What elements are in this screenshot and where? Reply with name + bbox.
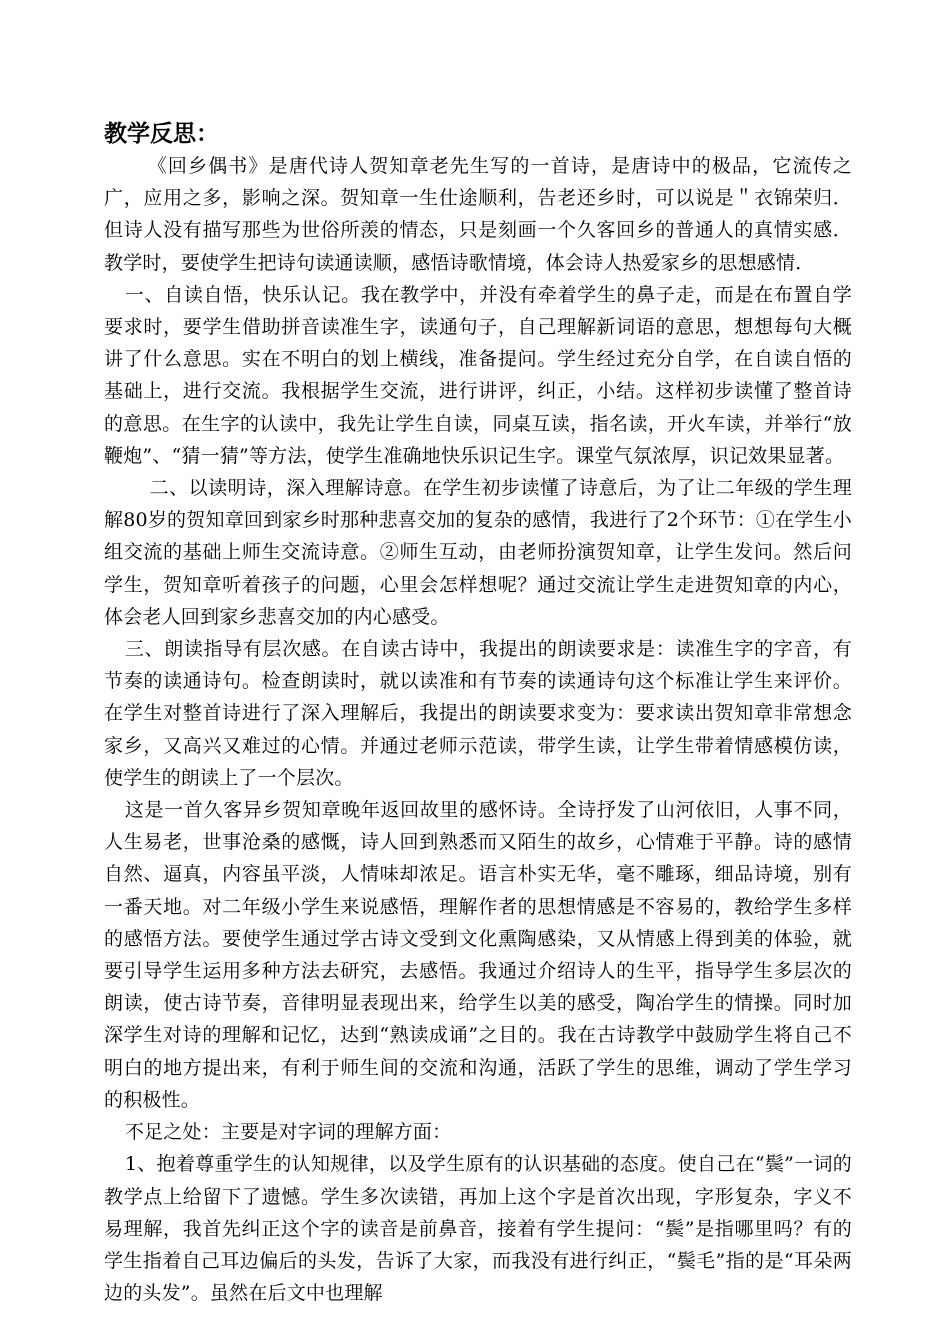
paragraph-shortcoming-1: 1、抱着尊重学生的认知规律，以及学生原有的认识基础的态度。使自己在“鬓”一词的教学点上给留下了遗憾。学生多次读错，再加上这个字是首次出现，字形复杂，字义不易理解，我首先纠正这个字的读音是前鼻音，接着有学生提问：“鬓”是指哪里吗？有的学生指着自己耳边偏后的头发，告诉了大家，而我没有进行纠正，“鬓毛”指的是“耳朵两边的头发”。虽然在后文中也理解 [104, 1153, 852, 1305]
paragraph-shortcomings: 不足之处：主要是对字词的理解方面： [124, 1121, 452, 1144]
paragraph-section-3: 三、朗读指导有层次感。在自读古诗中，我提出的朗读要求是：读准生字的字音，有节奏的读通诗句。检查朗读时，就以读准和有节奏的读通诗句这个标准让学生来评价。在学生对整首诗进行了深入理解后，我提出的朗读要求变为：要求读出贺知章非常想念家乡，又高兴又难过的心情。并通过老师示范读，带学生读，让学生带着情感模仿读，使学生的朗读上了一个层次。 [104, 638, 852, 789]
paragraph-section-1: 一、自读自悟，快乐认记。我在教学中，并没有牵着学生的鼻子走，而是在布置自学要求时，要学生借助拼音读准生字，读通句子，自己理解新词语的意思，想想每句大概讲了什么意思。实在不明白的划上横线，准备提问。学生经过充分自学，在自读自悟的基础上，进行交流。我根据学生交流，进行讲评，纠正，小结。这样初步读懂了整首诗的意思。在生字的认读中，我先让学生自读，同桌互读，指名读，开火车读，并举行“放鞭炮”、“猜一猜”等方法，使学生准确地快乐识记生字。课堂气氛浓厚，识记效果显著。 [104, 283, 852, 467]
document-body [104, 118, 852, 1309]
document-title: 教学反思： [104, 121, 219, 147]
paragraph-summary: 这是一首久客异乡贺知章晚年返回故里的感怀诗。全诗抒发了山河依旧，人事不同，人生易老，世事沧桑的感慨，诗人回到熟悉而又陌生的故乡，心情难于平静。诗的感情自然、逼真，内容虽平淡，人情味却浓足。语言朴实无华，毫不雕琢，细品诗境，别有一番天地。对二年级小学生来说感悟，理解作者的思想情感是不容易的，教给学生多样的感悟方法。要使学生通过学古诗文受到文化熏陶感染，又从情感上得到美的体验，就要引导学生运用多种方法去研究，去感悟。我通过介绍诗人的生平，指导学生多层次的朗读，使古诗节奏，音律明显表现出来，给学生以美的感受，陶冶学生的情操。同时加深学生对诗的理解和记忆，达到“熟读成诵”之目的。我在古诗教学中鼓励学生将自己不明白的地方提出来，有利于师生间的交流和沟通，活跃了学生的思维，调动了学生学习的积极性。 [104, 799, 852, 1111]
paragraph-section-2: 二、以读明诗，深入理解诗意。在学生初步读懂了诗意后，为了让二年级的学生理解80岁的贺知章回到家乡时那种悲喜交加的复杂的感情，我进行了2个环节：①在学生小组交流的基础上师生交流诗意。②师生互动，由老师扮演贺知章，让学生发问。然后问学生，贺知章听着孩子的问题，心里会怎样想呢？通过交流让学生走进贺知章的内心，体会老人回到家乡悲喜交加的内心感受。 [104, 477, 852, 628]
paragraph-intro: 《回乡偶书》是唐代诗人贺知章老先生写的一首诗，是唐诗中的极品，它流传之广，应用之多，影响之深。贺知章一生仕途顺利，告老还乡时，可以说是＂衣锦荣归．但诗人没有描写那些为世俗所羡的情态，只是刻画一个久客回乡的普通人的真情实感．教学时，要使学生把诗句读通读顺，感悟诗歌情境，体会诗人热爱家乡的思想感情． [104, 155, 852, 274]
